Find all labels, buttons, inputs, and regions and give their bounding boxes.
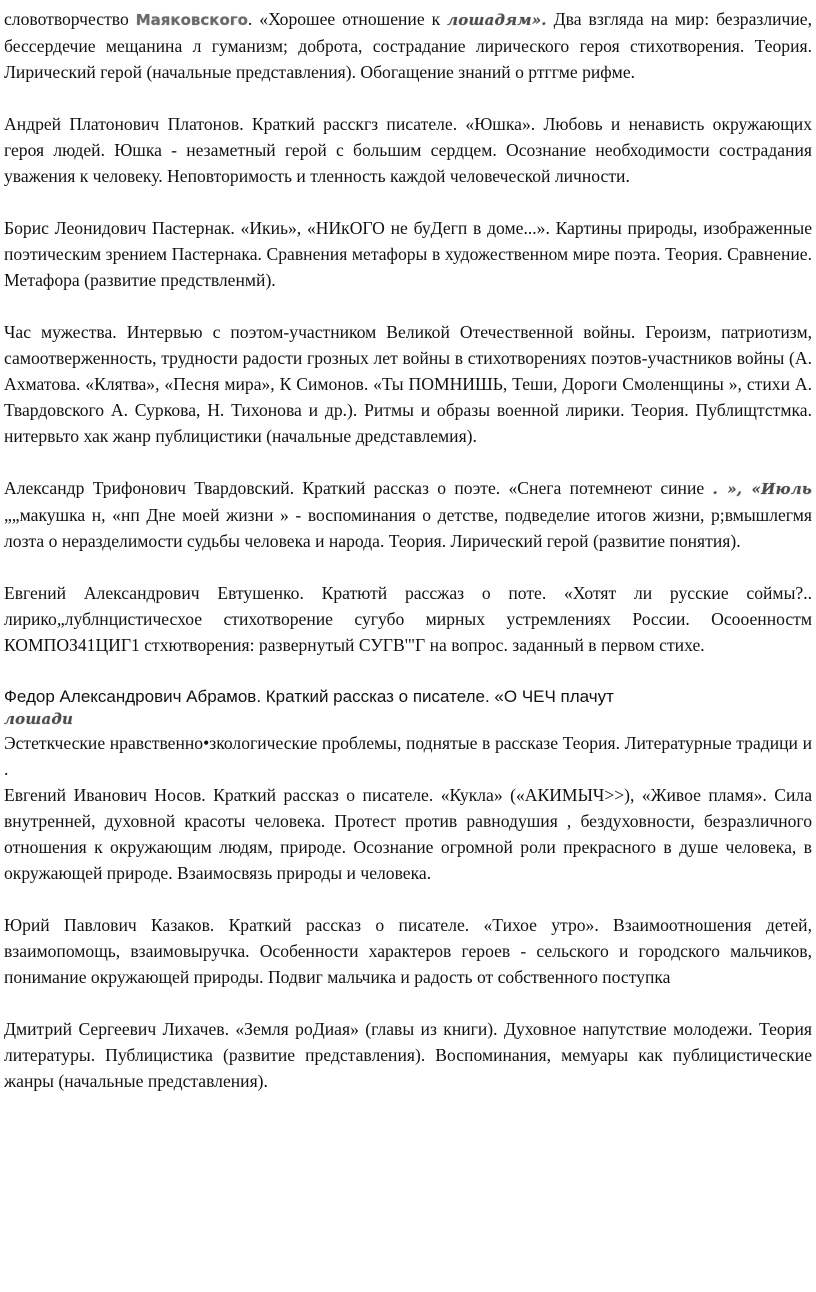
paragraph-likhachev: Дмитрий Сергеевич Лихачев. «Земля роДиая» (главы из книги). Духовное напутствие молодежи. Теория литературы. Публицистика (развитие представления). Воспоминания, мемуары как публицистические жанры (начальные представления). <box>4 1019 812 1091</box>
scanned-word: лошадям». <box>447 11 547 29</box>
text-fragment: Александр Трифонович Твардовский. Краткий рассказ о поэте. «Снега потемнеют синие <box>4 478 713 498</box>
text-fragment: Два взгляда на мир: безразличие, бессердечие мещанина л гуманизм; доброта, сострадание лирического героя стихотворения. Теория. Лирический герой (начальные представления). Обогащение знаний о ртггме рифме. <box>4 9 812 82</box>
paragraph-evtushenko: Евгений Александрович Евтушенко. Кратютй рассжаз о поте. «Хотят ли русские соймы?.. лирико„лублнцистичесхое стихотворение сугубо мирных устремлениях России. Осооенностм КОМПОЗ41ЦИГ1 стхютворения: развернутый СУГВ'"Г на вопрос. заданный в первом стихе. <box>4 583 812 655</box>
paragraph-gap <box>4 293 812 319</box>
paragraph-kazakov: Юрий Павлович Казаков. Краткий рассказ о писателе. «Тихое утро». Взаимоотношения детей, взаимопомощь, взаимовыручка. Особенности характеров героев - сельского и городского мальчиков, понимание окружающей природы. Подвиг мальчика и радость от собственного поступка <box>4 915 812 987</box>
scanned-word: Маяковского <box>135 11 248 29</box>
paragraph-pasternak: Борис Леонидович Пастернак. «Икиь», «НИкОГО не буДегп в доме...». Картины природы, изображенные поэтическим зрением Пастернака. Сравнения метафоры в художественном мире поэта. Теория. Сравнение. Метафора (развитие предствленмй). <box>4 218 812 290</box>
paragraph-nosov: Евгений Иванович Носов. Краткий рассказ о писателе. «Кукла» («АКИМЫЧ>>), «Живое пламя». Сила внутренней, духовной красоты человека. Протест против равнодушия , бездуховности, безразличного отношения к окружающим людям, природе. Осознание огромной роли прекрасного в душе человека, в окружающей природе. Взаимосвязь природы и человека. <box>4 785 812 883</box>
paragraph-tvardovsky <box>4 475 812 554</box>
text-fragment: словотворчество <box>4 9 136 29</box>
text-fragment: Федор Александрович Абрамов. Краткий рассказ о писателе. «О ЧЕЧ плачут <box>4 687 614 706</box>
paragraph-platonov: Андрей Платонович Платонов. Краткий расскгз писателе. «Юшка». Любовь и ненависть окружающих героя людей. Юшка - незаметный герой с большим сердцем. Осознание необходимости сострадания уважения к человеку. Неповторимость и тленность каждой человеческой личности. <box>4 114 812 186</box>
text-fragment: . «Хорошее отношение к <box>247 9 448 29</box>
paragraph-gap <box>4 990 812 1016</box>
paragraph-gap <box>4 189 812 215</box>
paragraph-gap <box>4 886 812 912</box>
paragraph-gap <box>4 449 812 475</box>
text-fragment: „„макушка н, «нп Дне моей жизни » - воспоминания о детстве, подведелие итогов жизни, р;вмышлегмя лозта о неразделимости судьбы человека и народа. Теория. Лирический герой (развитие понятия). <box>4 505 812 551</box>
scanned-word: лошади <box>4 710 74 728</box>
paragraph-mayakovsky <box>4 6 812 85</box>
scanned-word: . », «Июль <box>712 480 812 498</box>
paragraph-gap <box>4 658 812 684</box>
paragraph-hour-of-courage: Час мужества. Интервью с поэтом-участником Великой Отечественной войны. Героизм, патриотизм, самоотверженность, трудности радости грозных лет войны в стихотворениях поэтов-участников войны (А. Ахматова. «Клятва», «Песня мира», К Симонов. «Ты ПОМНИШЬ, Теши, Дороги Смоленщины », стихи А. Твардовского А. Суркова, Н. Тихонова и др.). Ритмы и образы военной лирики. Теория. Публищтстмка. нитервьто хак жанр публицистики (начальные дредставлемия). <box>4 322 812 446</box>
paragraph-aesthetic-problems: Эстеткческие нравственно•зкологические проблемы, поднятые в рассказе Теория. Литературные традици и . <box>4 733 812 779</box>
paragraph-gap <box>4 554 812 580</box>
paragraph-abramov <box>4 684 812 730</box>
paragraph-gap <box>4 85 812 111</box>
